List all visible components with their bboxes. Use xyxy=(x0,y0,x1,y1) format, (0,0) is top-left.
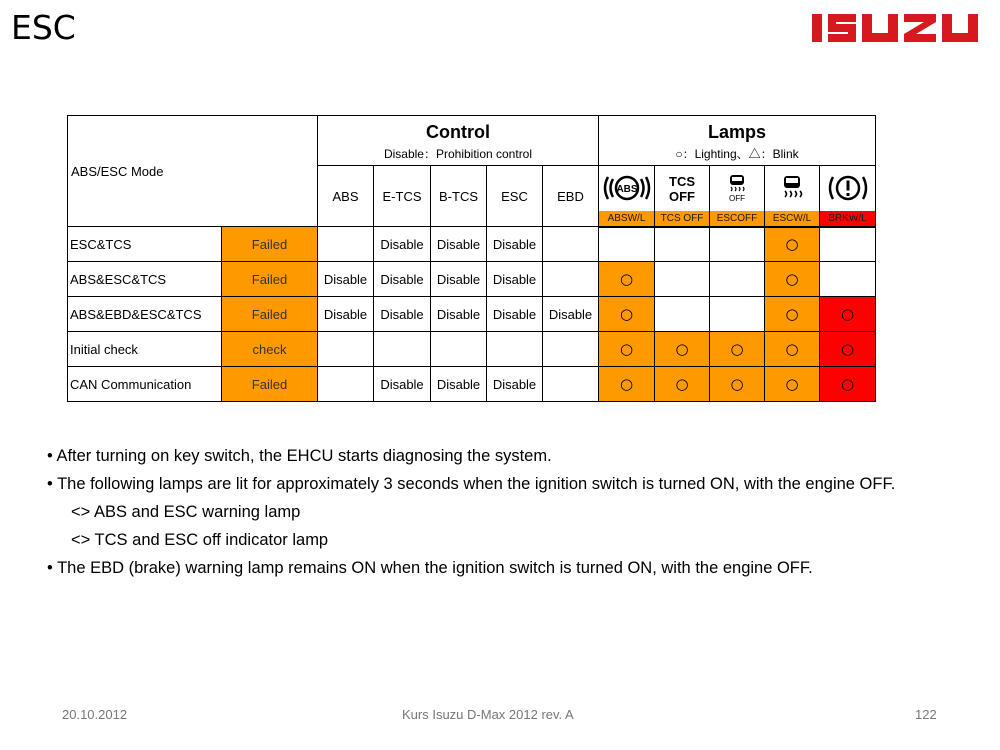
lamp-state: ○ xyxy=(619,340,634,358)
lamp-cell xyxy=(599,262,655,297)
control-cell: Disable xyxy=(374,227,431,262)
lamp-label-esc-off: ESCOFF xyxy=(710,211,765,227)
control-cell: Disable xyxy=(431,262,487,297)
lamp-cell xyxy=(765,367,820,402)
lamp-cell xyxy=(599,367,655,402)
lamp-state: ○ xyxy=(840,305,855,323)
lamp-label-brake: BRKW/L xyxy=(820,211,876,227)
lamp-state: ○ xyxy=(619,305,634,323)
control-subheader: Disable：Prohibition control xyxy=(383,147,533,161)
control-cell xyxy=(543,227,599,262)
abs-warning-icon xyxy=(602,172,652,204)
lamp-state: ○ xyxy=(785,340,799,358)
control-header: Control xyxy=(426,122,490,142)
lamp-cell xyxy=(710,367,765,402)
control-cell: Disable xyxy=(374,297,431,332)
note-1: • After turning on key switch, the EHCU starts diagnosing the system. xyxy=(47,447,552,465)
control-col-abs: ABS xyxy=(318,166,374,227)
control-cell xyxy=(543,367,599,402)
lamp-state: ○ xyxy=(619,270,634,288)
row-label: ABS&EBD&ESC&TCS xyxy=(68,297,222,332)
lamp-cell xyxy=(710,297,765,332)
esc-off-icon xyxy=(722,172,752,204)
lamps-subheader: ○：Lighting、△：Blink xyxy=(675,147,799,161)
table-row xyxy=(68,332,876,367)
brake-warning-icon xyxy=(826,172,870,204)
lamp-state: ○ xyxy=(785,270,799,288)
tcs-off-icon-line1: TCS xyxy=(669,174,695,190)
lamp-cell xyxy=(599,332,655,367)
esc-warning-icon xyxy=(777,172,807,204)
control-cell: Disable xyxy=(431,297,487,332)
control-cell: Disable xyxy=(487,262,543,297)
mode-header: ABS/ESC Mode xyxy=(68,116,318,227)
lamp-icon-esc-off xyxy=(710,166,765,211)
control-cell: Disable xyxy=(374,367,431,402)
row-status: Failed xyxy=(222,227,318,262)
lamp-cell xyxy=(765,227,820,262)
lamp-state: ○ xyxy=(785,235,799,254)
lamp-icon-brake xyxy=(820,166,876,211)
row-status: Failed xyxy=(222,367,318,402)
control-cell xyxy=(543,262,599,297)
lamp-cell xyxy=(820,332,876,367)
control-cell xyxy=(318,332,374,367)
lamp-cell xyxy=(820,227,876,262)
table-row xyxy=(68,367,876,402)
isuzu-logo xyxy=(812,12,986,44)
lamp-cell xyxy=(820,297,876,332)
control-cell: Disable xyxy=(431,227,487,262)
row-status: Failed xyxy=(222,297,318,332)
control-cell: Disable xyxy=(487,297,543,332)
lamp-icon-abs xyxy=(599,166,655,211)
control-cell: Disable xyxy=(431,367,487,402)
footer-date: 20.10.2012 xyxy=(62,707,128,722)
control-cell: Disable xyxy=(318,262,374,297)
row-label: Initial check xyxy=(68,332,222,367)
control-cell: Disable xyxy=(543,297,599,332)
svg-text:OFF: OFF xyxy=(729,193,745,203)
tcs-off-icon-line2: OFF xyxy=(669,189,695,205)
control-col-etcs: E-TCS xyxy=(374,166,431,227)
control-group-header xyxy=(318,116,599,166)
note-2: • The following lamps are lit for approximately 3 seconds when the ignition switch is turned ON, with the engine OFF. xyxy=(47,475,896,493)
esc-mode-table xyxy=(67,115,876,402)
control-cell: Disable xyxy=(487,227,543,262)
slide-title: ESC xyxy=(11,8,76,47)
table-row xyxy=(68,262,876,297)
lamp-label-tcs-off: TCS OFF xyxy=(655,211,710,227)
row-label: ABS&ESC&TCS xyxy=(68,262,222,297)
lamp-state: ○ xyxy=(675,375,689,393)
note-sub-2: <> TCS and ESC off indicator lamp xyxy=(71,531,329,549)
lamp-state: ○ xyxy=(840,375,855,393)
lamp-icon-esc-warning xyxy=(765,166,820,211)
lamp-cell xyxy=(655,367,710,402)
lamp-cell xyxy=(710,227,765,262)
lamp-cell xyxy=(599,227,655,262)
tcs-off-icon xyxy=(655,174,709,204)
table-row xyxy=(68,227,876,262)
lamp-cell xyxy=(655,262,710,297)
lamp-cell xyxy=(765,262,820,297)
control-cell xyxy=(318,227,374,262)
row-status: check xyxy=(222,332,318,367)
footer-course: Kurs Isuzu D-Max 2012 rev. A xyxy=(402,707,574,722)
control-cell xyxy=(431,332,487,367)
control-col-btcs: B-TCS xyxy=(431,166,487,227)
row-status: Failed xyxy=(222,262,318,297)
notes xyxy=(47,442,952,582)
control-cell xyxy=(374,332,431,367)
note-3: • The EBD (brake) warning lamp remains ON when the ignition switch is turned ON, with the engine OFF. xyxy=(47,559,813,577)
svg-text:ABS: ABS xyxy=(615,183,638,195)
lamp-cell xyxy=(710,262,765,297)
lamp-state: ○ xyxy=(619,375,634,393)
control-col-ebd: EBD xyxy=(543,166,599,227)
footer-page-number: 122 xyxy=(915,707,937,722)
lamp-cell xyxy=(655,227,710,262)
lamp-cell xyxy=(765,332,820,367)
lamp-label-abs: ABSW/L xyxy=(599,211,655,227)
lamp-cell xyxy=(599,297,655,332)
control-cell: Disable xyxy=(374,262,431,297)
lamp-icon-tcs-off xyxy=(655,166,710,211)
lamp-cell xyxy=(655,297,710,332)
lamp-state: ○ xyxy=(785,305,799,323)
control-cell: Disable xyxy=(487,367,543,402)
lamp-cell xyxy=(710,332,765,367)
lamp-cell xyxy=(820,367,876,402)
lamp-state: ○ xyxy=(785,375,799,393)
lamp-state: ○ xyxy=(730,340,744,358)
lamp-state: ○ xyxy=(730,375,744,393)
control-col-esc: ESC xyxy=(487,166,543,227)
table-row xyxy=(68,297,876,332)
table-body xyxy=(68,227,876,402)
lamps-header: Lamps xyxy=(707,122,767,142)
lamp-cell xyxy=(655,332,710,367)
control-cell xyxy=(543,332,599,367)
note-sub-1: <> ABS and ESC warning lamp xyxy=(71,503,301,521)
row-label: ESC&TCS xyxy=(68,227,222,262)
row-label: CAN Communication xyxy=(68,367,222,402)
lamp-cell xyxy=(820,262,876,297)
control-cell xyxy=(487,332,543,367)
lamp-state: ○ xyxy=(840,340,855,358)
lamps-group-header xyxy=(599,116,876,166)
lamp-state: ○ xyxy=(675,340,689,358)
lamp-label-esc-warning: ESCW/L xyxy=(765,211,820,227)
lamp-cell xyxy=(765,297,820,332)
control-cell xyxy=(318,367,374,402)
control-cell: Disable xyxy=(318,297,374,332)
